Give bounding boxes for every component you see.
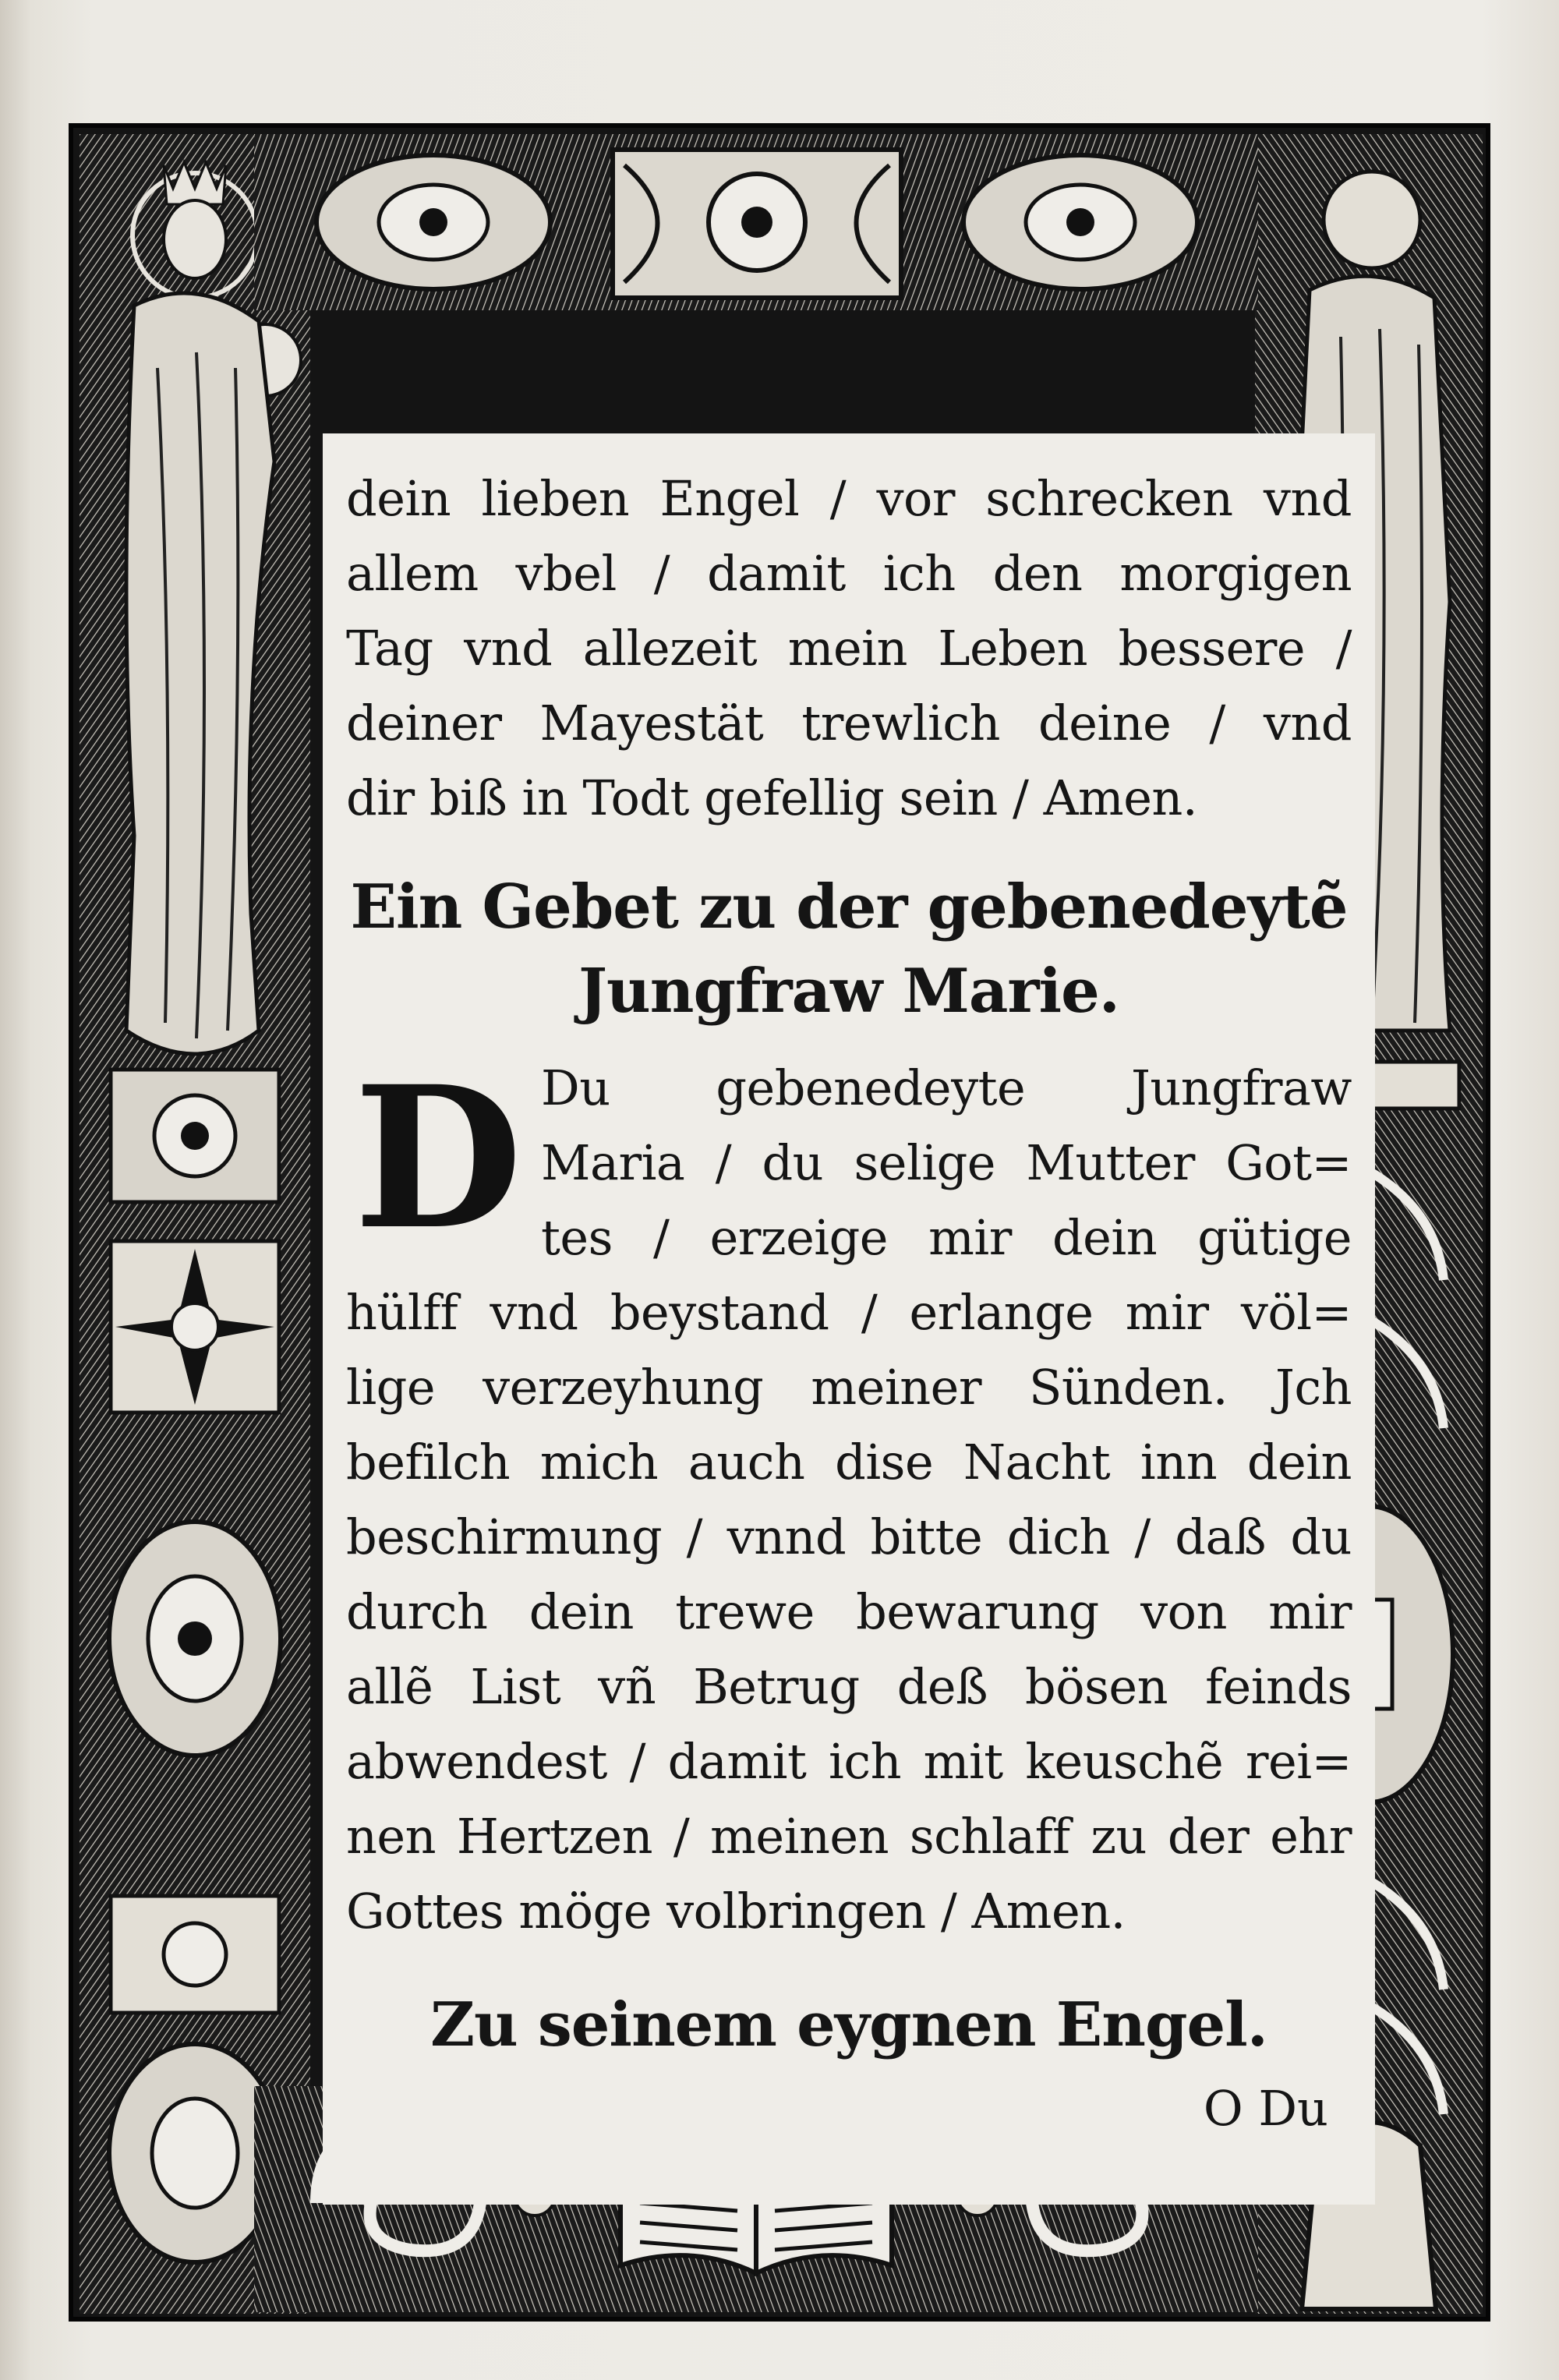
madonna-woodcut-icon [80, 134, 310, 2314]
text-line: Tag vnd allezeit mein Leben bessere / [346, 620, 1352, 677]
text-line: Du gebenedeyte Jungfraw [541, 1059, 1352, 1116]
text-line: dir biß in Todt gefellig sein / Amen. [346, 769, 1198, 826]
prayer-heading-continued: Jungfraw Marie. [578, 956, 1119, 1027]
text-line: Maria / du selige Mutter Got= [541, 1134, 1352, 1191]
text-line: abwendest / damit ich mit keuschẽ rei= [346, 1733, 1352, 1790]
section-heading: Zu seinem eygnen Engel. [430, 1989, 1267, 2060]
top-border-ornament [254, 134, 1258, 310]
text-line: deiner Mayestät trewlich deine / vnd [346, 695, 1352, 751]
decorated-initial: D [353, 1043, 523, 1272]
text-line: dein lieben Engel / vor schrecken vnd [346, 470, 1352, 527]
text-block [323, 433, 1375, 2205]
prayer-heading: Ein Gebet zu der gebenedeytẽ [350, 872, 1348, 942]
text-line: allẽ List vñ Betrug deß bösen feinds [346, 1658, 1352, 1715]
text-line: lige verzeyhung meiner Sünden. Jch [346, 1359, 1352, 1416]
text-line: beschirmung / vnnd bitte dich / daß du [346, 1508, 1352, 1565]
text-line: Gottes möge volbringen / Amen. [346, 1883, 1126, 1940]
catchword: O Du [1203, 2080, 1328, 2137]
text-line: durch dein trewe bewarung von mir [346, 1583, 1352, 1640]
text-line: befilch mich auch dise Nacht inn dein [346, 1434, 1352, 1491]
rosette-frieze-icon [254, 134, 1258, 310]
text-line: hülff vnd beystand / erlange mir völ= [346, 1284, 1352, 1341]
text-line: allem vbel / damit ich den morgigen [346, 545, 1352, 602]
left-border-ornament [80, 134, 310, 2314]
text-line: tes / erzeige mir dein gütige [541, 1209, 1352, 1266]
text-line: nen Hertzen / meinen schlaff zu der ehr [346, 1808, 1352, 1865]
woodcut-border-frame [69, 123, 1490, 2322]
prayer-paragraph [346, 1043, 1352, 1949]
